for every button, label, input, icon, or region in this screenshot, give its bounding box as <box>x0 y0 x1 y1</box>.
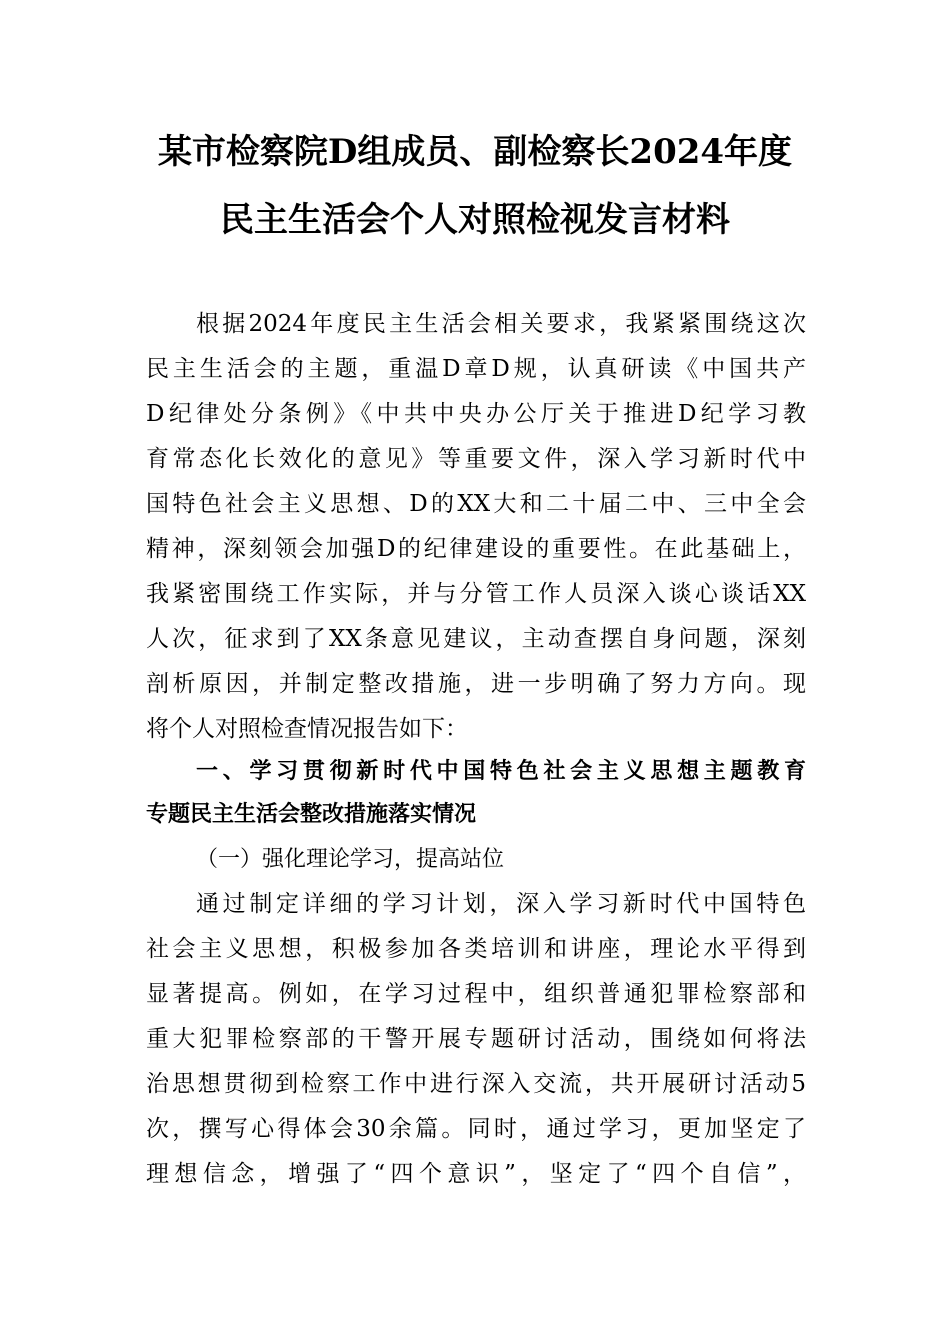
body-line: 次，撰写心得体会30余篇。同时，通过学习，更加坚定了 <box>146 1116 806 1142</box>
intro-line: 民主生活会的主题，重温D章D规，认真研读《中国共产 <box>146 356 806 382</box>
section-heading-line: 专题民主生活会整改措施落实情况 <box>146 802 477 827</box>
intro-line: 将个人对照检查情况报告如下： <box>146 716 468 742</box>
intro-line: 我紧密围绕工作实际，并与分管工作人员深入谈心谈话XX <box>146 581 806 607</box>
intro-line: D纪律处分条例》《中共中央办公厅关于推进D纪学习教 <box>146 401 806 427</box>
document-title-line-2: 民主生活会个人对照检视发言材料 <box>220 200 730 240</box>
body-line: 社会主义思想，积极参加各类培训和讲座，理论水平得到 <box>146 936 806 962</box>
intro-line: 根据2024年度民主生活会相关要求，我紧紧围绕这次 <box>196 311 806 337</box>
intro-line: 国特色社会主义思想、D的XX大和二十届二中、三中全会 <box>146 491 806 517</box>
intro-line: 精神，深刻领会加强D的纪律建设的重要性。在此基础上， <box>146 536 806 562</box>
intro-line: 人次，征求到了XX条意见建议，主动查摆自身问题，深刻 <box>146 626 806 652</box>
intro-line: 剖析原因，并制定整改措施，进一步明确了努力方向。现 <box>146 671 806 697</box>
body-line: 理想信念，增强了“四个意识”，坚定了“四个自信”， <box>146 1161 806 1187</box>
subsection-heading: （一）强化理论学习，提高站位 <box>196 847 505 872</box>
body-line: 重大犯罪检察部的干警开展专题研讨活动，围绕如何将法 <box>146 1026 806 1052</box>
section-heading-line: 一、学习贯彻新时代中国特色社会主义思想主题教育 <box>196 759 806 784</box>
body-line: 通过制定详细的学习计划，深入学习新时代中国特色 <box>196 891 806 917</box>
document-title-line-1: 某市检察院D组成员、副检察长2024年度 <box>157 132 793 172</box>
body-line: 治思想贯彻到检察工作中进行深入交流，共开展研讨活动5 <box>146 1071 806 1097</box>
intro-line: 育常态化长效化的意见》等重要文件，深入学习新时代中 <box>146 446 806 472</box>
body-line: 显著提高。例如，在学习过程中，组织普通犯罪检察部和 <box>146 981 806 1007</box>
